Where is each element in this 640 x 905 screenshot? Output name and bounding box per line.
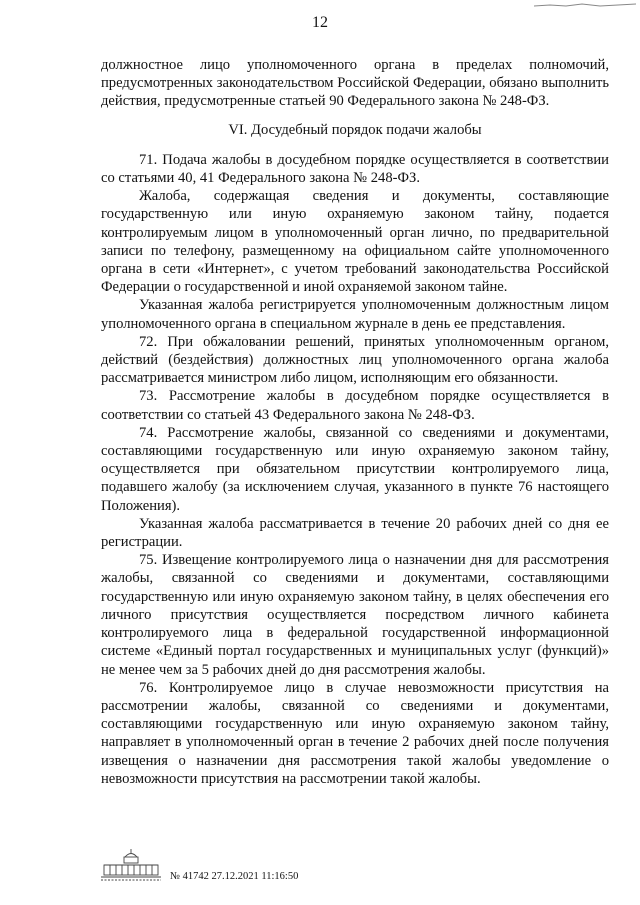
paragraph-continued: должностное лицо уполномоченного органа в пределах полномочий, предусмотренных законодательством Российской Федерации, обязано выполнить действия, предусмотренные статьей 90 Федерального закона № 248-ФЗ. [101, 57, 609, 110]
document-body [101, 56, 609, 788]
registration-stamp: № 41742 27.12.2021 11:16:50 [170, 871, 299, 882]
paragraph-73: 73. Рассмотрение жалобы в досудебном порядке осуществляется в соответствии со статьей 43 Федерального закона № 248-ФЗ. [101, 388, 609, 423]
paragraph-74: 74. Рассмотрение жалобы, связанной со сведениями и документами, составляющими государственную или иную охраняемую законом тайну, осуществляется при обязательном присутствии контролируемого лица, подавшего жалобу (за исключением случая, указанного в пункте 76 настоящего Положения). [101, 424, 609, 514]
paragraph-71-complaint: Жалоба, содержащая сведения и документы, составляющие государственную или иную охраняемую законом тайну, подается контролируемым лицом в уполномоченный орган лично, по предварительной записи по телефону, размещенному на официальном сайте уполномоченного органа в сети «Интернет», с учетом требований законодательства Российской Федерации о государственной и иной охраняемой законом тайне. [101, 188, 609, 296]
government-building-emblem-icon [98, 847, 164, 883]
page-number: 12 [312, 14, 328, 31]
scan-artifact-mark [530, 0, 640, 10]
paragraph-76: 76. Контролируемое лицо в случае невозможности присутствия на рассмотрении жалобы, связанной со сведениями и документами, составляющими государственную или иную охраняемую законом тайну, направляет в уполномоченный орган в течение 2 рабочих дней после получения извещения о назначении дня рассмотрения такой жалобы уведомление о невозможности присутствия на рассмотрении такой жалобы. [101, 679, 609, 787]
document-footer [98, 847, 398, 887]
paragraph-74-term: Указанная жалоба рассматривается в течение 20 рабочих дней со дня ее регистрации. [101, 515, 609, 551]
section-heading: VI. Досудебный порядок подачи жалобы [228, 121, 482, 138]
paragraph-75: 75. Извещение контролируемого лица о назначении дня для рассмотрения жалобы, связанной со сведениями и документами, составляющими государственную или иную охраняемую законом тайну, в целях обеспечения его личного присутствия осуществляется посредством личного кабинета контролируемого лица в федеральной государственной информационной системе «Единый портал государственных и муниципальных услуг (функций)» не менее чем за 5 рабочих дней до дня рассмотрения жалобы. [101, 552, 609, 678]
paragraph-71-registration: Указанная жалоба регистрируется уполномоченным должностным лицом уполномоченного органа в специальном журнале в день ее представления. [101, 297, 609, 332]
paragraph-71: 71. Подача жалобы в досудебном порядке осуществляется в соответствии со статьями 40, 41 Федерального закона № 248-ФЗ. [101, 151, 609, 187]
paragraph-72: 72. При обжаловании решений, принятых уполномоченным органом, действий (бездействия) должностных лиц уполномоченного органа жалоба рассматривается министром либо лицом, исполняющим его обязанности. [101, 333, 609, 387]
